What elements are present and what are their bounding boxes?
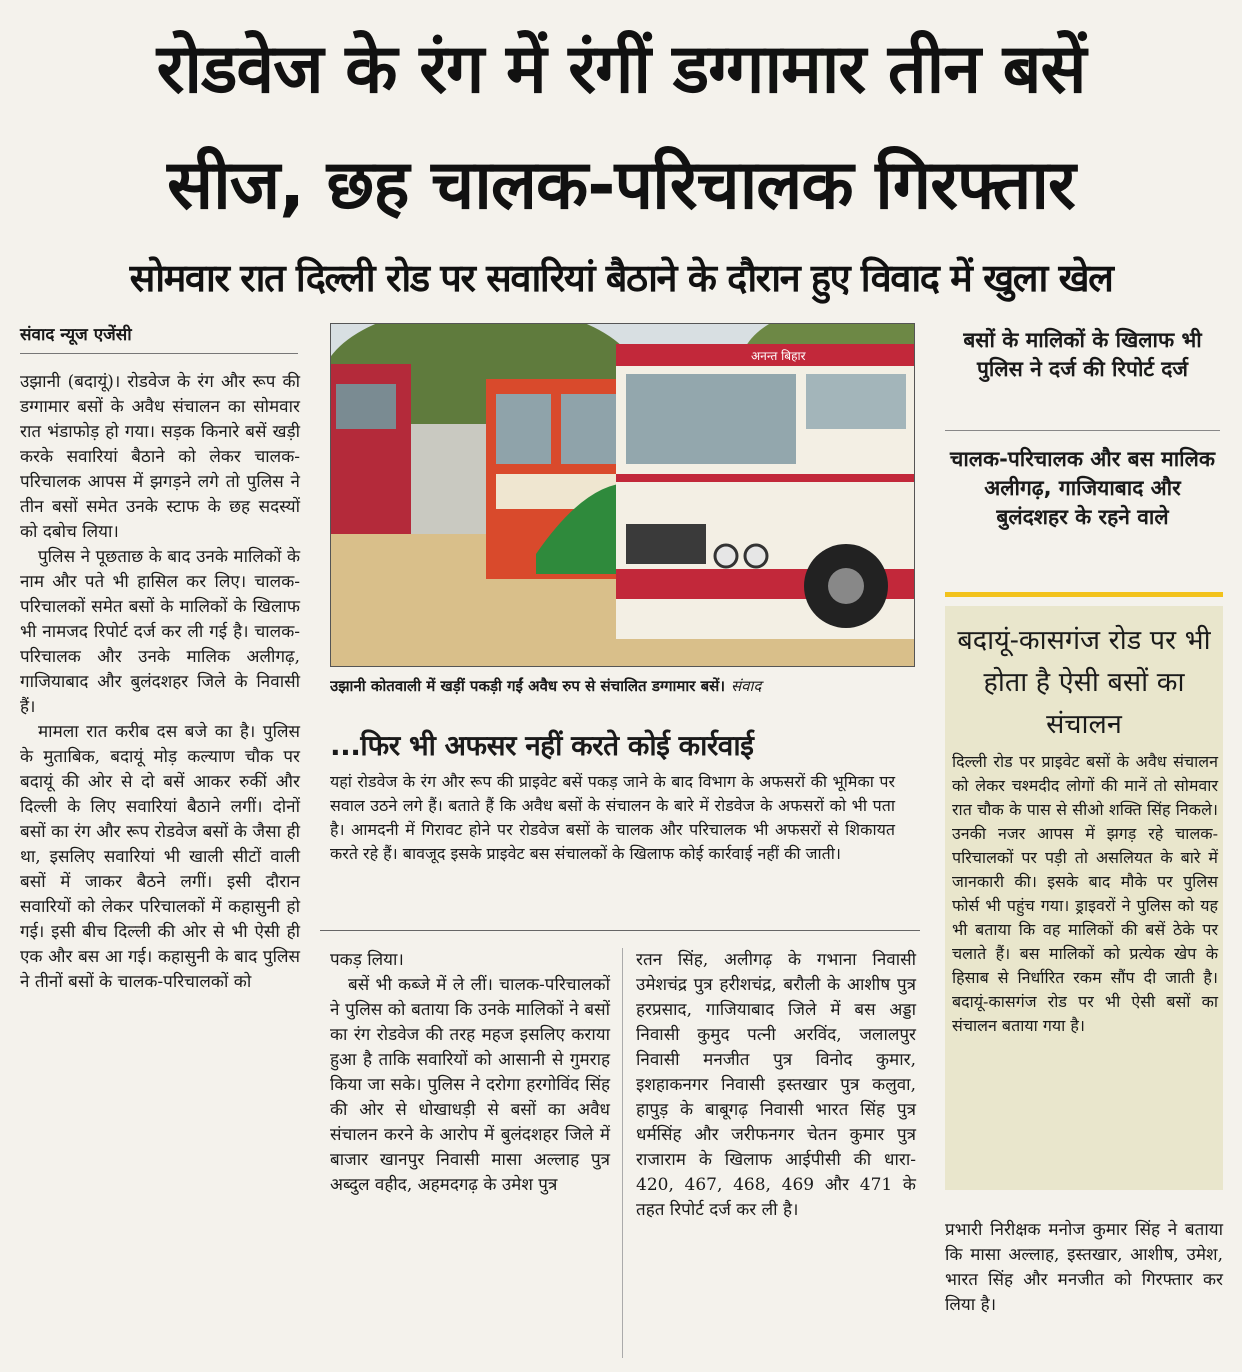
headline-line-1: रोडवेज के रंग में रंगीं डग्गामार तीन बसें [156,30,1086,109]
paragraph: पुलिस ने पूछताछ के बाद उनके मालिकों के नाम और पते भी हासिल कर लिए। चालक-परिचालकों समेत बसों के मालिकों के खिलाफ भी नामजद रिपोर्ट दर्ज कर ली गई है। चालक-परिचालक और उनके मालिक अलीगढ़, गाजियाबाद और बुलंदशहर जिले के निवासी हैं। [20,547,300,717]
paragraph: उझानी (बदायूं)। रोडवेज के रंग और रूप की डग्गामार बसों के अवैध संचालन का सोमवार रात भंडाफोड़ हो गया। सड़क किनारे बसें खड़ी करके सवारियां बैठाने को लेकर चालक-परिचालक आपस में झगड़ने लगे तो पुलिस ने तीन बसों समेत उनके स्टाफ के छह सदस्यों को दबोच लिया। [20,372,300,542]
byline: संवाद न्यूज एजेंसी [20,322,298,354]
bus-destination-sign: अनन्त बिहार [751,349,806,363]
pull-quote-2: चालक-परिचालक और बस मालिक अलीगढ़, गाजियाबाद और बुलंदशहर के रहने वाले [950,447,1215,529]
box-heading: ...फिर भी अफसर नहीं करते कोई कार्रवाई [330,729,754,762]
article-column-4 [945,1218,1223,1318]
photo-caption-text: उझानी कोतवाली में खड़ीं पकड़ी गईं अवैध रुप से संचालित डग्गामार बसें। [330,677,726,695]
paragraph: रतन सिंह, अलीगढ़ के गभाना निवासी उमेशचंद्र पुत्र हरीशचंद्र, बरौली के आशीष पुत्र हरप्रसाद, गाजियाबाद जिले में बस अड्डा निवासी कुमुद पत्नी अरविंद, जलालपुर निवासी मनजीत पुत्र विनोद कुमार, इशहाकनगर निवासी इस्तखार पुत्र कलुवा, हापुड़ के बाबूगढ़ निवासी भारत सिंह पुत्र धर्मसिंह और जरीफनगर चेतन कुमार पुत्र राजाराम के खिलाफ आईपीसी की धारा- 420, 467, 468, 469 और 471 के तहत रिपोर्ट दर्ज कर ली है। [636,950,916,1220]
article-column-1 [20,370,300,995]
paragraph: यहां रोडवेज के रंग और रूप की प्राइवेट बसें पकड़ जाने के बाद विभाग के अफसरों की भूमिका पर सवाल उठने लगे हैं। बताते हैं कि अवैध बसों के संचालन के बारे में रोडवेज के अफसरों को भी पता है। आमदनी में गिरावट होने पर रोडवेज बसों के चालक और परिचालक भी अफसरों से शिकायत करते रहे हैं। बावजूद इसके प्राइवेट बस संचालकों के खिलाफ कोई कार्रवाई नहीं की जाती। [330,772,895,863]
paragraph: पकड़ लिया। [330,950,404,970]
headline-line-2: सीज, छह चालक-परिचालक गिरफ्तार [167,146,1075,225]
photo-caption [330,676,913,696]
paragraph: बसें भी कब्जे में ले लीं। चालक-परिचालकों ने पुलिस को बताया कि उनके मालिकों ने बसों का रंग रोडवेज की तरह महज इसलिए कराया हुआ है ताकि सवारियों को आसानी से गुमराह किया जा सके। पुलिस ने दरोगा हरगोविंद सिंह की ओर से धोखाधड़ी से बसों का अवैध संचालन करने के आरोप में बुलंदशहर जिले में बाजार खानपुर निवासी मासा अल्लाह पुत्र अब्दुल वहीद, अहमदगढ़ के उमेश पुत्र [330,975,610,1195]
box-text [330,770,895,866]
sidebar-heading: बदायूं-कासगंज रोड पर भी होता है ऐसी बसों का संचालन [957,625,1211,740]
article-column-3 [636,948,916,1223]
paragraph: मामला रात करीब दस बजे का है। पुलिस के मुताबिक, बदायूं मोड़ कल्याण चौक पर बदायूं की ओर से दो बसें आकर रुकीं और दिल्ली के लिए सवारियां बैठाने लगीं। दोनों बसों का रंग और रूप रोडवेज बसों के जैसा ही था, इसलिए सवारियां भी खाली सीटों वाली बसों में जाकर बैठने लगीं। इसी दौरान सवारियों को लेकर परिचालकों में कहासुनी हो गई। इसी बीच दिल्ली की ओर से भी ऐसी ही एक और बस आ गई। कहासुनी के बाद पुलिस ने तीनों बसों के चालक-परिचालकों को [20,722,300,992]
divider [320,930,920,931]
paragraph: दिल्ली रोड पर प्राइवेट बसों के अवैध संचालन को लेकर चश्मदीद लोगों की मानें तो सोमवार रात चौक के पास से सीओ शक्ति सिंह निकले। उनकी नजर आपस में झगड़ रहे चालक-परिचालकों पर पड़ी तो असलियत के बारे में जानकारी की। इसके बाद मौके पर पुलिस फोर्स भी पहुंच गया। ड्राइवरों ने पुलिस को यह भी बताया कि वह मालिकों की बसें ठेके पर चलाते हैं। बस मालिकों को प्रत्येक खेप के हिसाब से निर्धारित रकम सौंप दी जाती है। बदायूं-कासगंज रोड पर भी ऐसी बसों का संचालन बताया गया है। [952,752,1218,1035]
article-column-2 [330,948,610,1198]
column-divider [622,948,623,1358]
bus-photo-illustration [331,324,914,666]
accent-bar [945,592,1223,597]
sidebar-text [952,750,1218,1038]
divider [945,430,1220,431]
subheadline: सोमवार रात दिल्ली रोड पर सवारियां बैठाने के दौरान हुए विवाद में खुला खेल [129,256,1113,300]
paragraph: प्रभारी निरीक्षक मनोज कुमार सिंह ने बताया कि मासा अल्लाह, इस्तखार, आशीष, उमेश, भारत सिंह और मनजीत को गिरफ्तार कर लिया है। [945,1220,1223,1315]
bus-photo [330,323,915,667]
photo-credit: संवाद [731,677,762,695]
pull-quote-1: बसों के मालिकों के खिलाफ भी पुलिस ने दर्ज की रिपोर्ट दर्ज [963,328,1202,381]
